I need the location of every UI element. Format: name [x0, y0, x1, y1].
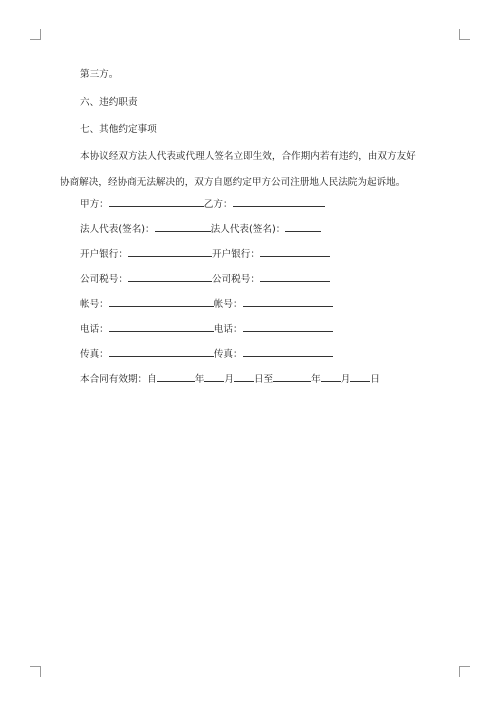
third-party-line: 第三方。 [80, 69, 119, 80]
paragraph-line-2: 协商解决，经协商无法解决的，双方自愿约定甲方公司注册地人民法院为起诉地。 [60, 177, 406, 188]
fax-b-field[interactable] [243, 348, 333, 357]
legal-rep-a-field[interactable] [155, 223, 211, 232]
phone-b-field[interactable] [243, 323, 333, 332]
account-a-label: 帐号： [80, 299, 109, 310]
fax-a-label: 传真： [80, 349, 109, 360]
bank-a-field[interactable] [128, 248, 212, 257]
validity-label: 本合同有效期：自 [80, 374, 157, 385]
party-b-field[interactable] [233, 198, 325, 207]
tax-b-label: 公司税号： [211, 274, 260, 285]
crop-mark-top-left [30, 29, 41, 40]
legal-rep-a-label: 法人代表(签名)： [80, 224, 155, 235]
validity-year-1: 年 [194, 374, 205, 385]
fax-a-field[interactable] [109, 348, 214, 357]
crop-mark-bottom-right [459, 666, 470, 677]
legal-rep-b-label: 法人代表(签名)： [210, 224, 286, 235]
bank-row [80, 248, 330, 261]
account-b-label: 帐号： [213, 299, 243, 310]
party-row [80, 198, 325, 211]
validity-day-2: 日 [370, 374, 380, 385]
section-6-heading: 六、违约职责 [80, 97, 138, 108]
validity-row [80, 373, 380, 386]
account-a-field[interactable] [109, 298, 214, 307]
validity-year-2: 年 [311, 374, 321, 385]
account-row [80, 298, 333, 311]
fax-b-label: 传真： [213, 349, 243, 360]
bank-b-field[interactable] [260, 248, 330, 257]
party-b-label: 乙方： [203, 199, 233, 210]
party-a-label: 甲方： [80, 199, 109, 210]
validity-start-day-field[interactable] [234, 373, 254, 382]
tax-b-field[interactable] [260, 273, 330, 282]
validity-day-to: 日至 [253, 374, 274, 385]
tax-a-label: 公司税号： [80, 274, 128, 285]
tax-a-field[interactable] [128, 273, 212, 282]
tax-row [80, 273, 330, 286]
party-a-field[interactable] [109, 198, 204, 207]
bank-a-label: 开户银行： [80, 249, 128, 260]
legal-rep-row [80, 223, 321, 236]
validity-month-1: 月 [224, 374, 234, 385]
phone-row [80, 323, 333, 336]
fax-row [80, 348, 333, 361]
section-7-heading: 七、其他约定事项 [80, 124, 157, 135]
phone-b-label: 电话： [213, 324, 243, 335]
validity-start-month-field[interactable] [204, 373, 224, 382]
legal-rep-b-field[interactable] [285, 223, 321, 232]
validity-start-year-field[interactable] [157, 373, 195, 382]
phone-a-field[interactable] [109, 323, 214, 332]
validity-month-2: 月 [340, 374, 351, 385]
validity-end-year-field[interactable] [273, 373, 311, 382]
paragraph-line-1: 本协议经双方法人代表或代理人签名立即生效，合作期内若有违约，由双方友好 [80, 151, 416, 162]
account-b-field[interactable] [243, 298, 333, 307]
crop-mark-top-right [459, 29, 470, 40]
phone-a-label: 电话： [80, 324, 109, 335]
crop-mark-bottom-left [30, 666, 41, 677]
validity-end-month-field[interactable] [321, 373, 341, 382]
validity-end-day-field[interactable] [350, 373, 370, 382]
bank-b-label: 开户银行： [211, 249, 260, 260]
